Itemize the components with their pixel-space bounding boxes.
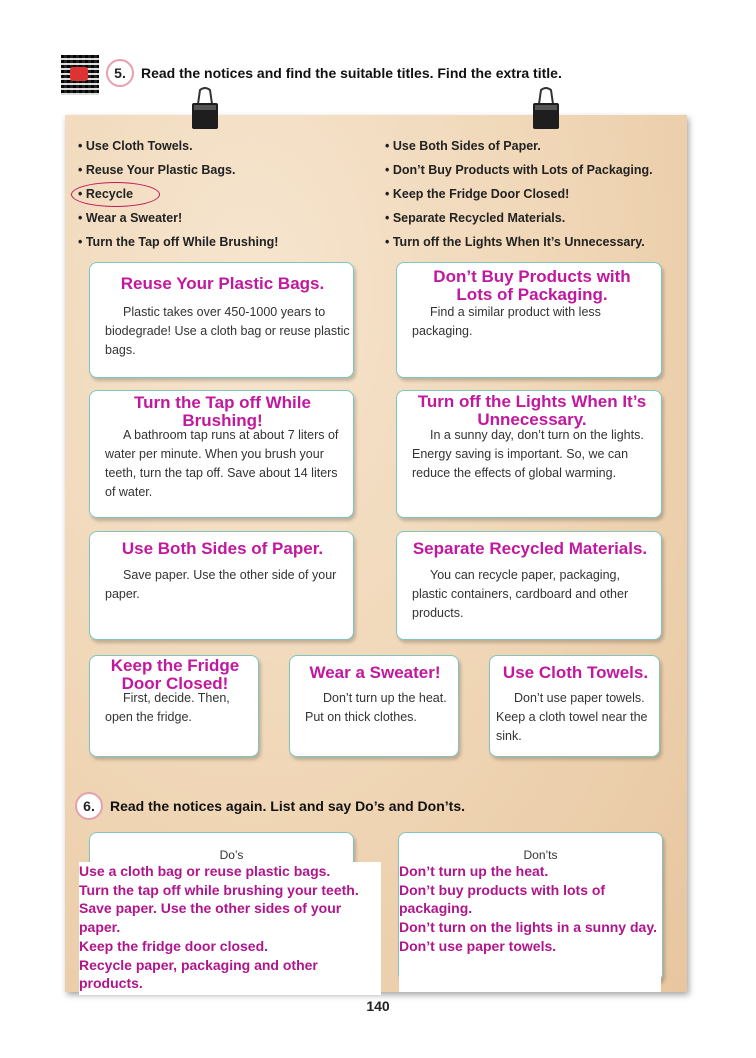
title-option: • Don’t Buy Products with Lots of Packaging. xyxy=(385,163,653,177)
binder-clip-icon xyxy=(531,86,561,130)
do-item: Recycle paper, packaging and other products. xyxy=(79,956,318,992)
notice-card-sweater xyxy=(289,655,459,757)
notice-body: First, decide. Then, open the fridge. xyxy=(105,691,230,724)
exercise-6-instruction: Read the notices again. List and say Do’s and Don’ts. xyxy=(110,798,465,814)
notice-card-fridge xyxy=(89,655,259,757)
notice-card-towels xyxy=(489,655,660,757)
notice-body: Plastic takes over 450-1000 years to biodegrade! Use a cloth bag or reuse plastic bags. xyxy=(105,305,350,357)
extra-title-circle xyxy=(71,182,160,207)
notice-title: Turn the Tap off While Brushing! xyxy=(134,393,311,430)
notice-card-paper xyxy=(89,531,354,640)
notice-title: Don’t Buy Products with Lots of Packaging. xyxy=(433,267,631,304)
title-option: • Separate Recycled Materials. xyxy=(385,211,566,225)
notice-title: Turn off the Lights When It’s Unnecessary. xyxy=(417,392,647,429)
exercise-6-number: 6. xyxy=(75,792,103,820)
title-option: • Turn the Tap off While Brushing! xyxy=(78,235,279,249)
title-option: • Keep the Fridge Door Closed! xyxy=(385,187,570,201)
qr-code[interactable] xyxy=(61,55,99,95)
dont-item: Don’t use paper towels. xyxy=(399,937,557,954)
title-option: • Wear a Sweater! xyxy=(78,211,183,225)
notice-card-tap xyxy=(89,390,354,518)
notice-body: In a sunny day, don’t turn on the lights. Energy saving is important. So, we can reduce the effects of global warming. xyxy=(412,428,644,480)
do-item: Keep the fridge door closed. xyxy=(79,937,269,954)
exercise-5-number: 5. xyxy=(106,59,134,87)
dos-label: Do’s xyxy=(219,848,244,862)
notice-title: Keep the Fridge Door Closed! xyxy=(110,656,240,693)
do-item: Use a cloth bag or reuse plastic bags. xyxy=(79,863,331,879)
donts-label: Don’ts xyxy=(523,848,558,862)
do-item: Save paper. Use the other sides of your paper. xyxy=(79,900,342,936)
dont-item: Don’t buy products with lots of packaging. xyxy=(399,881,606,917)
page-number: 140 xyxy=(366,998,390,1014)
titles-list-right xyxy=(385,134,653,254)
notice-body: Save paper. Use the other side of your paper. xyxy=(105,568,337,601)
dont-item: Don’t turn on the lights in a sunny day. xyxy=(399,919,657,936)
binder-clip-icon xyxy=(190,86,220,130)
title-option: • Reuse Your Plastic Bags. xyxy=(78,163,236,177)
notice-title: Wear a Sweater! xyxy=(309,663,441,682)
notice-body: Don’t turn up the heat. Put on thick clothes. xyxy=(305,691,447,724)
notice-card-separate xyxy=(396,531,662,640)
do-item: Turn the tap off while brushing your teeth. xyxy=(79,881,359,898)
notice-card-lights xyxy=(396,390,662,518)
dos-answers xyxy=(79,862,381,995)
dont-item: Don’t turn up the heat. xyxy=(399,863,549,879)
title-option: • Turn off the Lights When It’s Unnecessary. xyxy=(385,235,645,249)
notice-body: Find a similar product with less packaging. xyxy=(412,305,601,338)
notice-title: Use Both Sides of Paper. xyxy=(121,539,324,558)
notice-body: Don’t use paper towels. Keep a cloth towel near the sink. xyxy=(496,691,648,743)
title-option: • Use Cloth Towels. xyxy=(78,139,193,153)
notice-body: You can recycle paper, packaging, plastic containers, cardboard and other products. xyxy=(412,568,629,620)
notice-title: Separate Recycled Materials. xyxy=(412,539,648,558)
title-option: • Use Both Sides of Paper. xyxy=(385,139,541,153)
donts-answers xyxy=(399,862,661,992)
notice-title: Use Cloth Towels. xyxy=(502,663,649,682)
notice-card-reuse-bags xyxy=(89,262,354,378)
title-option: • Recycle xyxy=(78,187,134,201)
exercise-5-instruction: Read the notices and find the suitable titles. Find the extra title. xyxy=(141,65,562,81)
notice-card-packaging xyxy=(396,262,662,378)
notice-body: A bathroom tap runs at about 7 liters of water per minute. When you brush your teeth, turn the tap off. Save about 14 liters of water. xyxy=(105,428,339,499)
notice-title: Reuse Your Plastic Bags. xyxy=(120,274,325,293)
